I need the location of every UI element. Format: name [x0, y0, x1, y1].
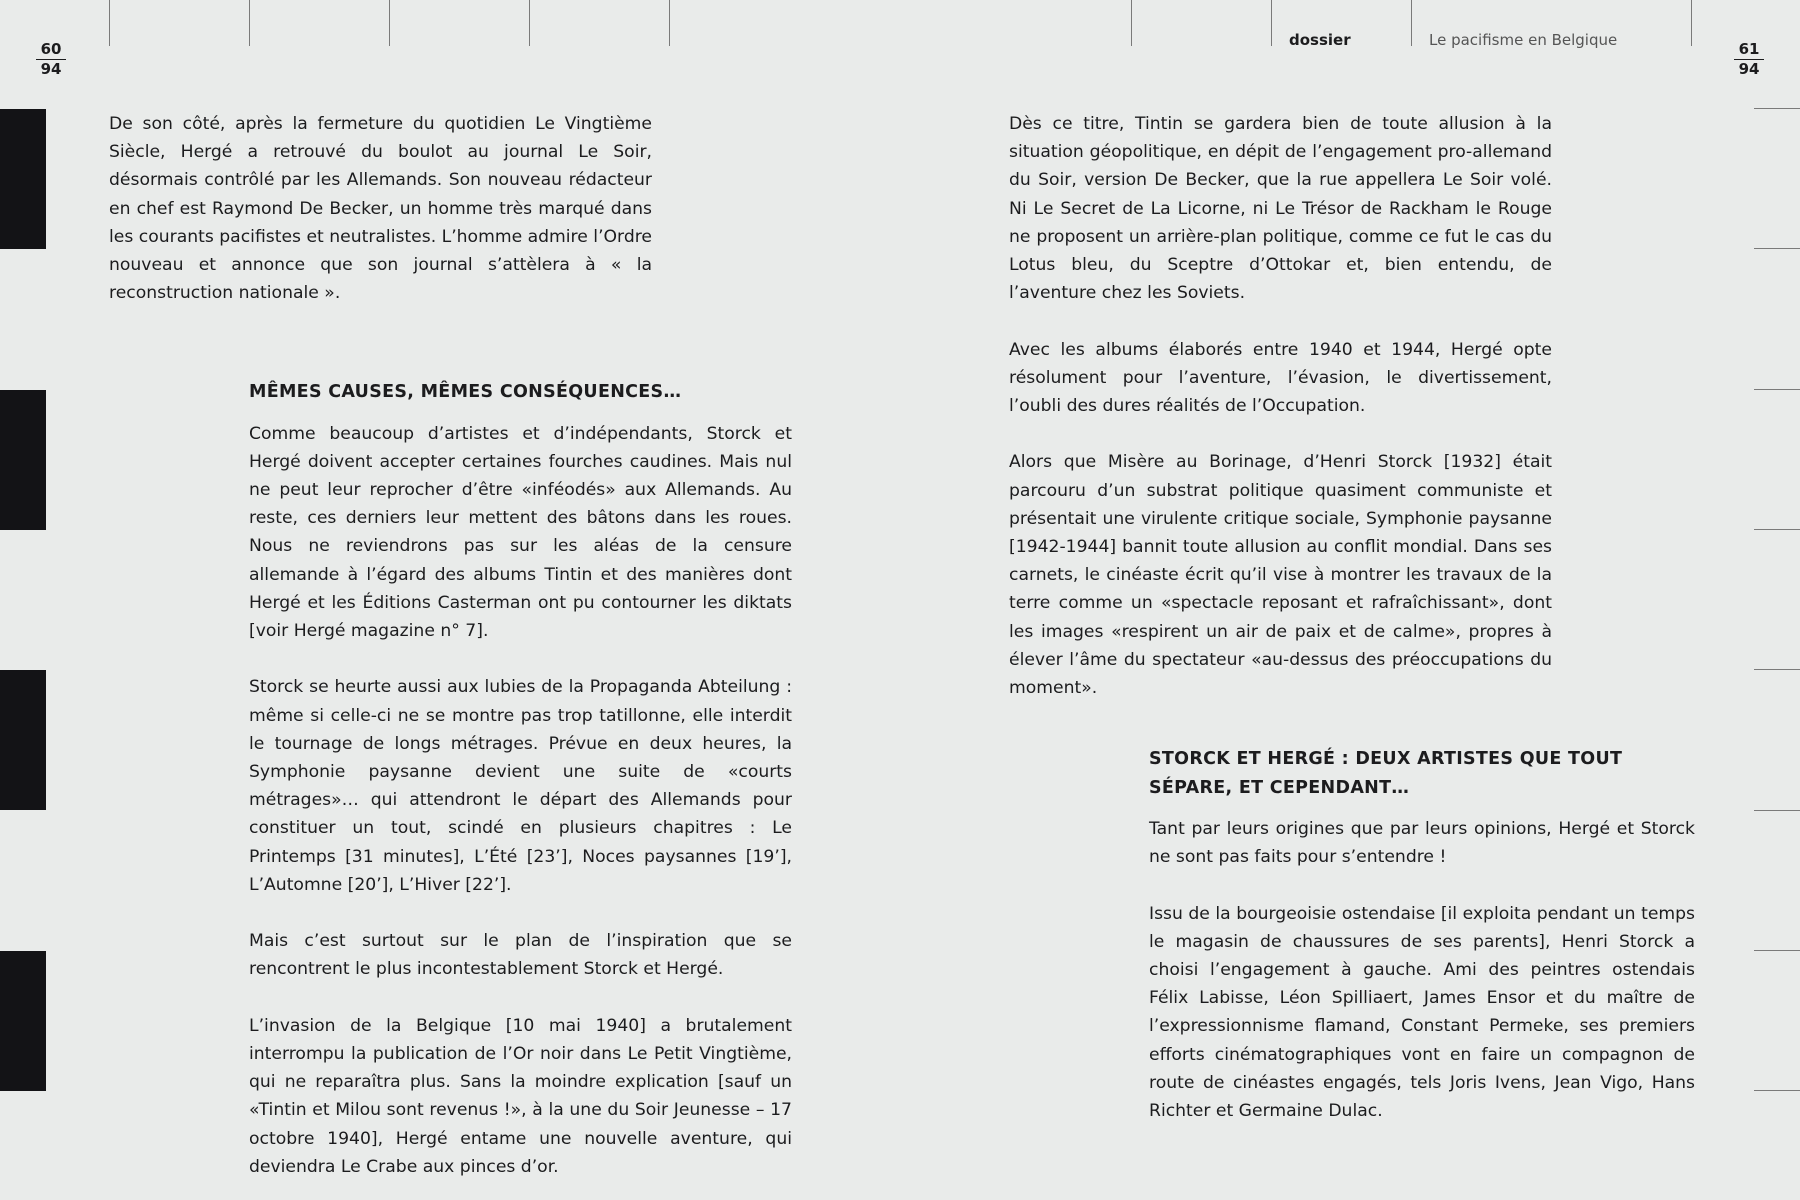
top-rule: [529, 0, 530, 46]
paragraph: De son côté, après la fermeture du quotidien Le Vingtième Siècle, Hergé a retrouvé du boulot au journal Le Soir, désormais contrôlé par les Allemands. Son nouveau rédacteur en chef est Raymond De Becker, un homme très marqué dans les courants pacifistes et neutralistes. L’homme admire l’Ordre nouveau et annonce que son journal s’attèlera à « la reconstruction nationale ».: [109, 114, 652, 304]
margin-tab: [0, 951, 46, 1091]
paragraph: Issu de la bourgeoisie ostendaise [il exploita pendant un temps le magasin de chaussures de ses parents], Henri Storck a choisi l’engagement à gauche. Ami des peintres ostendais Félix Labisse, Léon Spilliaert, James Ensor et du maître de l’expressionnisme flamand, Constant Permeke, ses premiers efforts cinématographiques vont en faire un compagnon de route de cinéastes engagés, tels Joris Ivens, Jean Vigo, Hans Richter et Germaine Dulac.: [1149, 903, 1695, 1122]
margin-tick: [1754, 529, 1800, 530]
margin-tick: [1754, 389, 1800, 390]
section-storck-herge: [1149, 745, 1695, 1125]
margin-tick: [1754, 669, 1800, 670]
top-rule: [1131, 0, 1132, 46]
page-total: 94: [1738, 60, 1760, 78]
margin-tab: [0, 390, 46, 530]
top-rule: [669, 0, 670, 46]
page-current: 61: [1734, 40, 1764, 60]
paragraph: Storck se heurte aussi aux lubies de la Propaganda Abteilung : même si celle-ci ne se montre pas trop tatillonne, elle interdit le tournage de longs métrages. Prévue en deux heures, la Symphonie paysanne devient une suite de «courts métrages»… qui attendront le départ des Allemands pour constituer un tout, scindé en plusieurs chapitres : Le Printemps [31 minutes], L’Été [23’], Noces paysannes [19’], L’Automne [20’], L’Hiver [22’].: [249, 677, 792, 895]
margin-tick: [1754, 1090, 1800, 1091]
margin-tick: [1754, 248, 1800, 249]
section-heading: STORCK ET HERGÉ : DEUX ARTISTES QUE TOUT SÉPARE, ET CEPENDANT…: [1149, 749, 1623, 798]
page-number-right: [1734, 40, 1764, 79]
top-rule: [389, 0, 390, 46]
paragraph: Alors que Misère au Borinage, d’Henri Storck [1932] était parcouru d’un substrat politique quasiment communiste et présentait une virulente critique sociale, Symphonie paysanne [1942-1944] bannit toute allusion au conflit mondial. Dans ses carnets, le cinéaste écrit qu’il vise à montrer les travaux de la terre comme un «spectacle reposant et rafraîchissant», dont les images «respirent un air de paix et de calme», propres à élever l’âme du spectateur «au-dessus des préoccupations du moment».: [1009, 452, 1552, 699]
page-number-left: [36, 40, 66, 79]
margin-tick: [1754, 950, 1800, 951]
top-rule: [1691, 0, 1692, 46]
margin-tick: [1754, 108, 1800, 109]
running-header-section: dossier: [1289, 31, 1351, 49]
paragraph: Tant par leurs origines que par leurs opinions, Hergé et Storck ne sont pas faits pour s’entendre !: [1149, 819, 1695, 868]
page-current: 60: [36, 40, 66, 60]
right-column: [1009, 110, 1552, 702]
margin-tick: [1754, 810, 1800, 811]
paragraph: L’invasion de la Belgique [10 mai 1940] a brutalement interrompu la publication de l’Or noir dans Le Petit Vingtième, qui ne reparaîtra plus. Sans la moindre explication [sauf un «Tintin et Milou sont revenus !», à la une du Soir Jeunesse – 17 octobre 1940], Hergé entame une nouvelle aventure, qui deviendra Le Crabe aux pinces d’or.: [249, 1015, 792, 1177]
paragraph: Comme beaucoup d’artistes et d’indépendants, Storck et Hergé doivent accepter certaines fourches caudines. Mais nul ne peut leur reprocher d’être «inféodés» aux Allemands. Au reste, ces derniers leur mettent des bâtons dans les roues. Nous ne reviendrons pas sur les aléas de la censure allemande à l’égard des albums Tintin et des manières dont Hergé et les Éditions Casterman ont pu contourner les diktats [voir Hergé magazine n° 7].: [249, 423, 792, 641]
margin-tab: [0, 670, 46, 810]
section-heading: MÊMES CAUSES, MÊMES CONSÉQUENCES…: [249, 382, 682, 402]
paragraph: Mais c’est surtout sur le plan de l’inspiration que se rencontrent le plus incontestablement Storck et Hergé.: [249, 931, 792, 980]
page-total: 94: [40, 60, 62, 78]
margin-tab: [0, 109, 46, 249]
top-rule: [1411, 0, 1412, 46]
paragraph: Dès ce titre, Tintin se gardera bien de toute allusion à la situation géopolitique, en dépit de l’engagement pro-allemand du Soir, version De Becker, que la rue appellera Le Soir volé. Ni Le Secret de La Licorne, ni Le Trésor de Rackham le Rouge ne proposent un arrière-plan politique, comme ce fut le cas du Lotus bleu, du Sceptre d’Ottokar et, bien entendu, de l’aventure chez les Soviets.: [1009, 114, 1552, 304]
top-rule: [1271, 0, 1272, 46]
left-intro: [109, 110, 652, 307]
paragraph: Avec les albums élaborés entre 1940 et 1944, Hergé opte résolument pour l’aventure, l’évasion, le divertissement, l’oubli des dures réalités de l’Occupation.: [1009, 339, 1552, 417]
running-header-title: Le pacifisme en Belgique: [1429, 31, 1618, 49]
top-rule: [109, 0, 110, 46]
section-memes-causes: [249, 378, 792, 1181]
top-rule: [249, 0, 250, 46]
